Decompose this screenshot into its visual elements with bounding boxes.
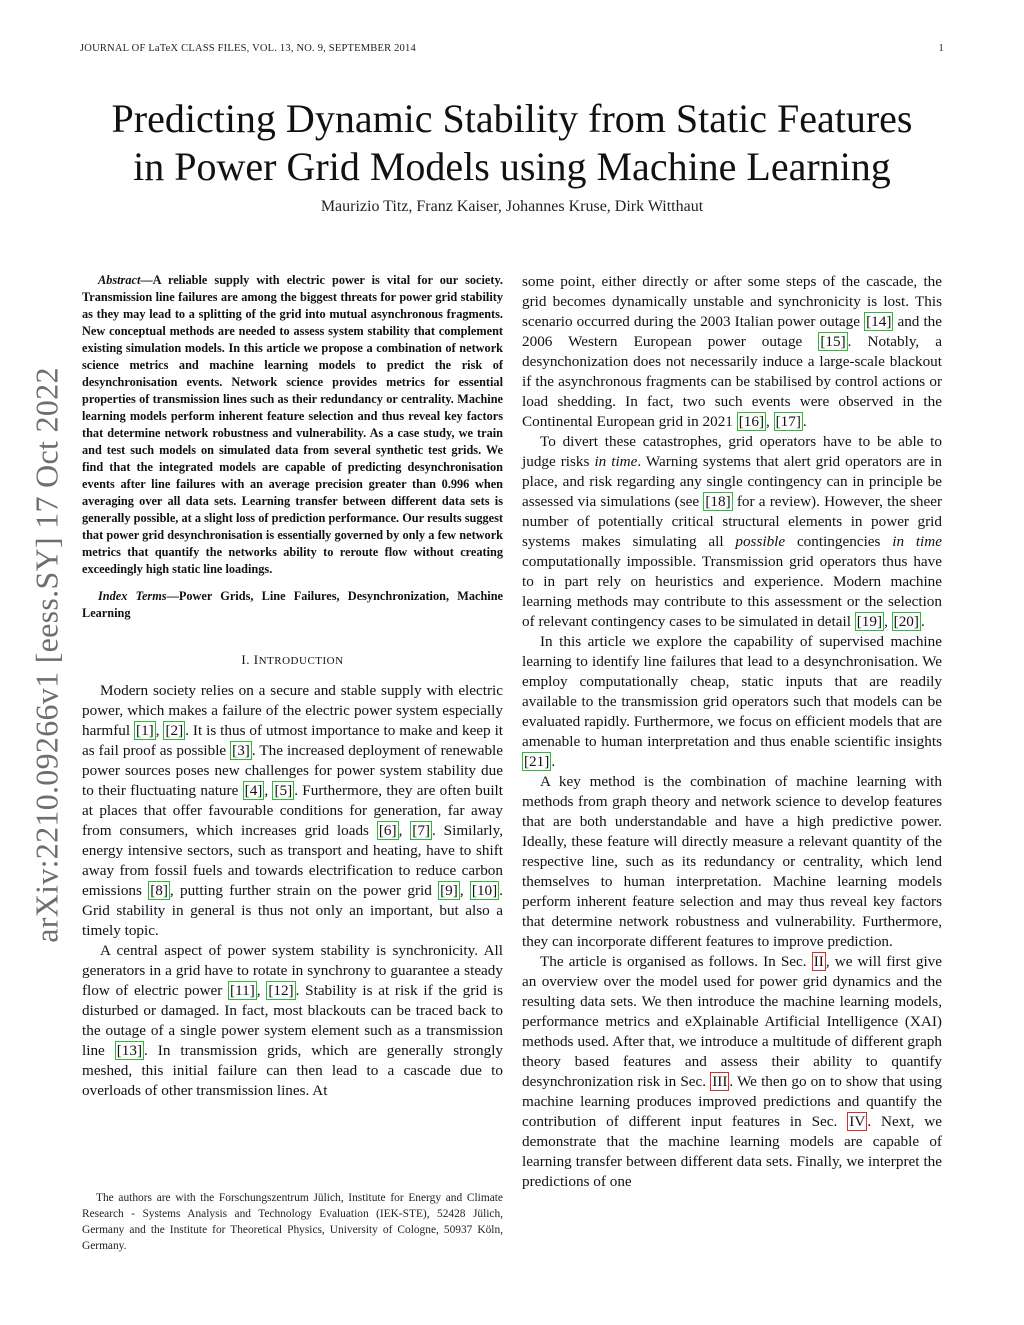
- citation-link[interactable]: [6]: [378, 822, 397, 839]
- section-reference-link[interactable]: IV: [849, 1113, 866, 1130]
- citation-link[interactable]: [19]: [856, 613, 883, 630]
- intro-paragraph-4: To divert these catastrophes, grid operators have to be able to judge risks in time. Warning systems that alert grid operators are in place, and risk regarding any single contingency can in principle be assessed via simulations (see [18] for a review). However, the sheer number of potentially critical structural elements in power grid systems makes simulating all possible contingencies in time computationally impossible. Transmission grid operators thus have to in part rely on heuristics and experience. Modern machine learning methods may contribute to this assessment or the selection of relevant contingency cases to be simulated in detail [19] , [20] .: [522, 433, 942, 630]
- citation-link[interactable]: [15]: [820, 333, 846, 350]
- index-terms-label: Index Terms: [98, 589, 167, 603]
- author-affiliation-footnote: The authors are with the Forschungszentrum Jülich, Institute for Energy and Climate Research - Systems Analysis and Technology Evaluation (IEK-STE), 52428 Jülich, Germany and the Institute for Theoretical Physics, University of Cologne, 50937 Köln, Germany.: [82, 1192, 503, 1252]
- citation-link[interactable]: [2]: [165, 722, 184, 739]
- paper-title: [60, 95, 964, 191]
- citation-link[interactable]: [4]: [244, 782, 263, 799]
- section-reference-link[interactable]: II: [813, 953, 824, 970]
- section-heading-introduction: [82, 650, 503, 671]
- citation-link[interactable]: [11]: [230, 982, 255, 999]
- journal-name: JOURNAL OF LaTeX CLASS FILES, VOL. 13, NO. 9, SEPTEMBER 2014: [80, 43, 416, 54]
- citation-link[interactable]: [10]: [471, 882, 498, 899]
- section-reference-link[interactable]: III: [712, 1073, 728, 1090]
- intro-paragraph-7: The article is organised as follows. In Sec. II , we will first give an overview over the model used for power grid dynamics and the resulting data sets. We then introduce the machine learning models, performance metrics and eXplainable Artificial Intelligence (XAI) methods used. After that, we introduce a multitude of different graph theory based features and assess their ability to quantify desynchronization risk in Sec. III . We then go on to show that using machine learning produces improved predictions and quantify the contribution of different input features in Sec. IV . Next, we demonstrate that the machine learning models are capable of learning transfer between different data sets. Finally, we interpret the predictions of one: [522, 953, 943, 1190]
- citation-link[interactable]: [18]: [705, 493, 731, 510]
- right-column: [522, 272, 942, 1192]
- running-head: [80, 43, 944, 57]
- intro-paragraph-1: Modern society relies on a secure and stable supply with electric power, which makes a failure of the electric power system especially harmful [1] , [2] . It is thus of utmost importance to make and keep it as fail proof as possible [3] . The increased deployment of renewable power sources poses new challenges for power system stability due to their fluctuating nature [4] , [5] . Furthermore, they are often built at places that offer favourable conditions for generation, far away from consumers, which increases grid loads [6] , [7] . Similarly, energy intensive sectors, such as transport and heating, have to shift away from fossil fuels and towards electrification to reduce carbon emissions [8] , putting further strain on the power grid [9] , [10] . Grid stability in general is thus not only an important, but also a timely topic.: [82, 682, 504, 939]
- citation-link[interactable]: [13]: [116, 1042, 143, 1059]
- citation-link[interactable]: [14]: [866, 313, 892, 330]
- intro-paragraph-2: A central aspect of power system stability is synchronicity. All generators in a grid have to rotate in synchrony to guarantee a steady flow of electric power [11] , [12] . Stability is at risk if the grid is disturbed or damaged. In fact, most blackouts can be traced back to the outage of a single power system element such as a transmission line [13] . In transmission grids, which are generally strongly meshed, this initial failure can then lead to a cascade due to overloads of other transmission lines. At: [82, 942, 504, 1099]
- abstract: [82, 272, 503, 578]
- left-column: [82, 272, 503, 1101]
- title-line-2: in Power Grid Models using Machine Learning: [133, 144, 891, 189]
- section-title-rest: NTRODUCTION: [258, 655, 344, 667]
- intro-paragraph-3: some point, either directly or after some steps of the cascade, the grid becomes dynamically unstable and synchronicity is lost. This scenario occurred during the 2003 Italian power outage [14] and the 2006 Western European power outage [15] . Notably, a desynchonization does not necessarily induce a large-scale blackout if the asynchronous fragments can be stabilised by control actions or load shedding. In fact, two such events were observed in the Continental European grid in 2021 [16] , [17] .: [522, 273, 943, 430]
- citation-link[interactable]: [17]: [775, 413, 801, 430]
- author-list: Maurizio Titz, Franz Kaiser, Johannes Kruse, Dirk Witthaut: [320, 198, 704, 215]
- citation-link[interactable]: [5]: [274, 782, 293, 799]
- intro-paragraph-5: In this article we explore the capability of supervised machine learning to identify line failures that lead to a desynchronisation. We employ computationally cheap, static inputs that are readily available to the transmission grid operators such that models can be evaluated rapidly. Furthermore, we focus on efficient models that are amenable to human interpretation and thus enable scientific insights [21] .: [522, 633, 942, 770]
- citation-link[interactable]: [9]: [440, 882, 458, 899]
- title-line-1: Predicting Dynamic Stability from Static Features: [111, 96, 913, 141]
- section-first-letter: I: [253, 652, 259, 667]
- citation-link[interactable]: [1]: [136, 722, 154, 739]
- intro-paragraph-6: A key method is the combination of machine learning with methods from graph theory and network science to develop features that are both understandable and have a high predictive power. Ideally, these feature will directly measure a relevant quantity of the respective line, such as its redundancy or centrality, which lend themselves to human interpretation. Machine learning models perform inherent feature selection and may thus reveal key factors that determine network robustness and vulnerability. Furthermore, they can incorporate different features to improve prediction.: [522, 773, 942, 950]
- citation-link[interactable]: [20]: [893, 613, 919, 630]
- index-terms-text: —Power Grids, Line Failures, Desynchronization, Machine Learning: [82, 589, 503, 620]
- arxiv-stamp: [17, 350, 77, 960]
- index-terms: [82, 588, 503, 622]
- citation-link[interactable]: [3]: [232, 742, 250, 759]
- section-numeral: I.: [241, 652, 254, 667]
- citation-link[interactable]: [16]: [738, 413, 765, 430]
- abstract-label: Abstract: [98, 273, 141, 287]
- abstract-text: —A reliable supply with electric power is vital for our society. Transmission line failures are among the biggest threats for power grid stability as they may lead to a splitting of the grid into mutual asynchronous fragments. New conceptual methods are needed to assess system stability that complement existing simulation models. In this article we propose a combination of network science metrics and machine learning models to predict the risk of desynchronisation events. Network science provides metrics for essential properties of transmission lines such as their redundancy or centrality. Machine learning models perform inherent feature selection and thus reveal key factors that determine network robustness and vulnerability. As a case study, we train and test such models on simulated data from several synthetic test grids. We find that the integrated models are capable of predicting desynchronisation events after line failures with an average precision greater than 0.996 when averaging over all data sets. Learning transfer between different data sets is generally possible, at a slight loss of prediction performance. Our results suggest that power grid desynchronisation is essentially governed by only a few network metrics that quantify the networks ability to reroute flow without creating exceedingly high static line loadings.: [82, 273, 503, 576]
- citation-link[interactable]: [12]: [268, 982, 294, 999]
- citation-link[interactable]: [7]: [412, 822, 430, 839]
- citation-link[interactable]: [21]: [524, 753, 550, 770]
- page-number: 1: [938, 43, 944, 54]
- arxiv-identifier: arXiv:2210.09266v1 [eess.SY] 17 Oct 2022: [28, 367, 65, 943]
- citation-link[interactable]: [8]: [150, 882, 168, 899]
